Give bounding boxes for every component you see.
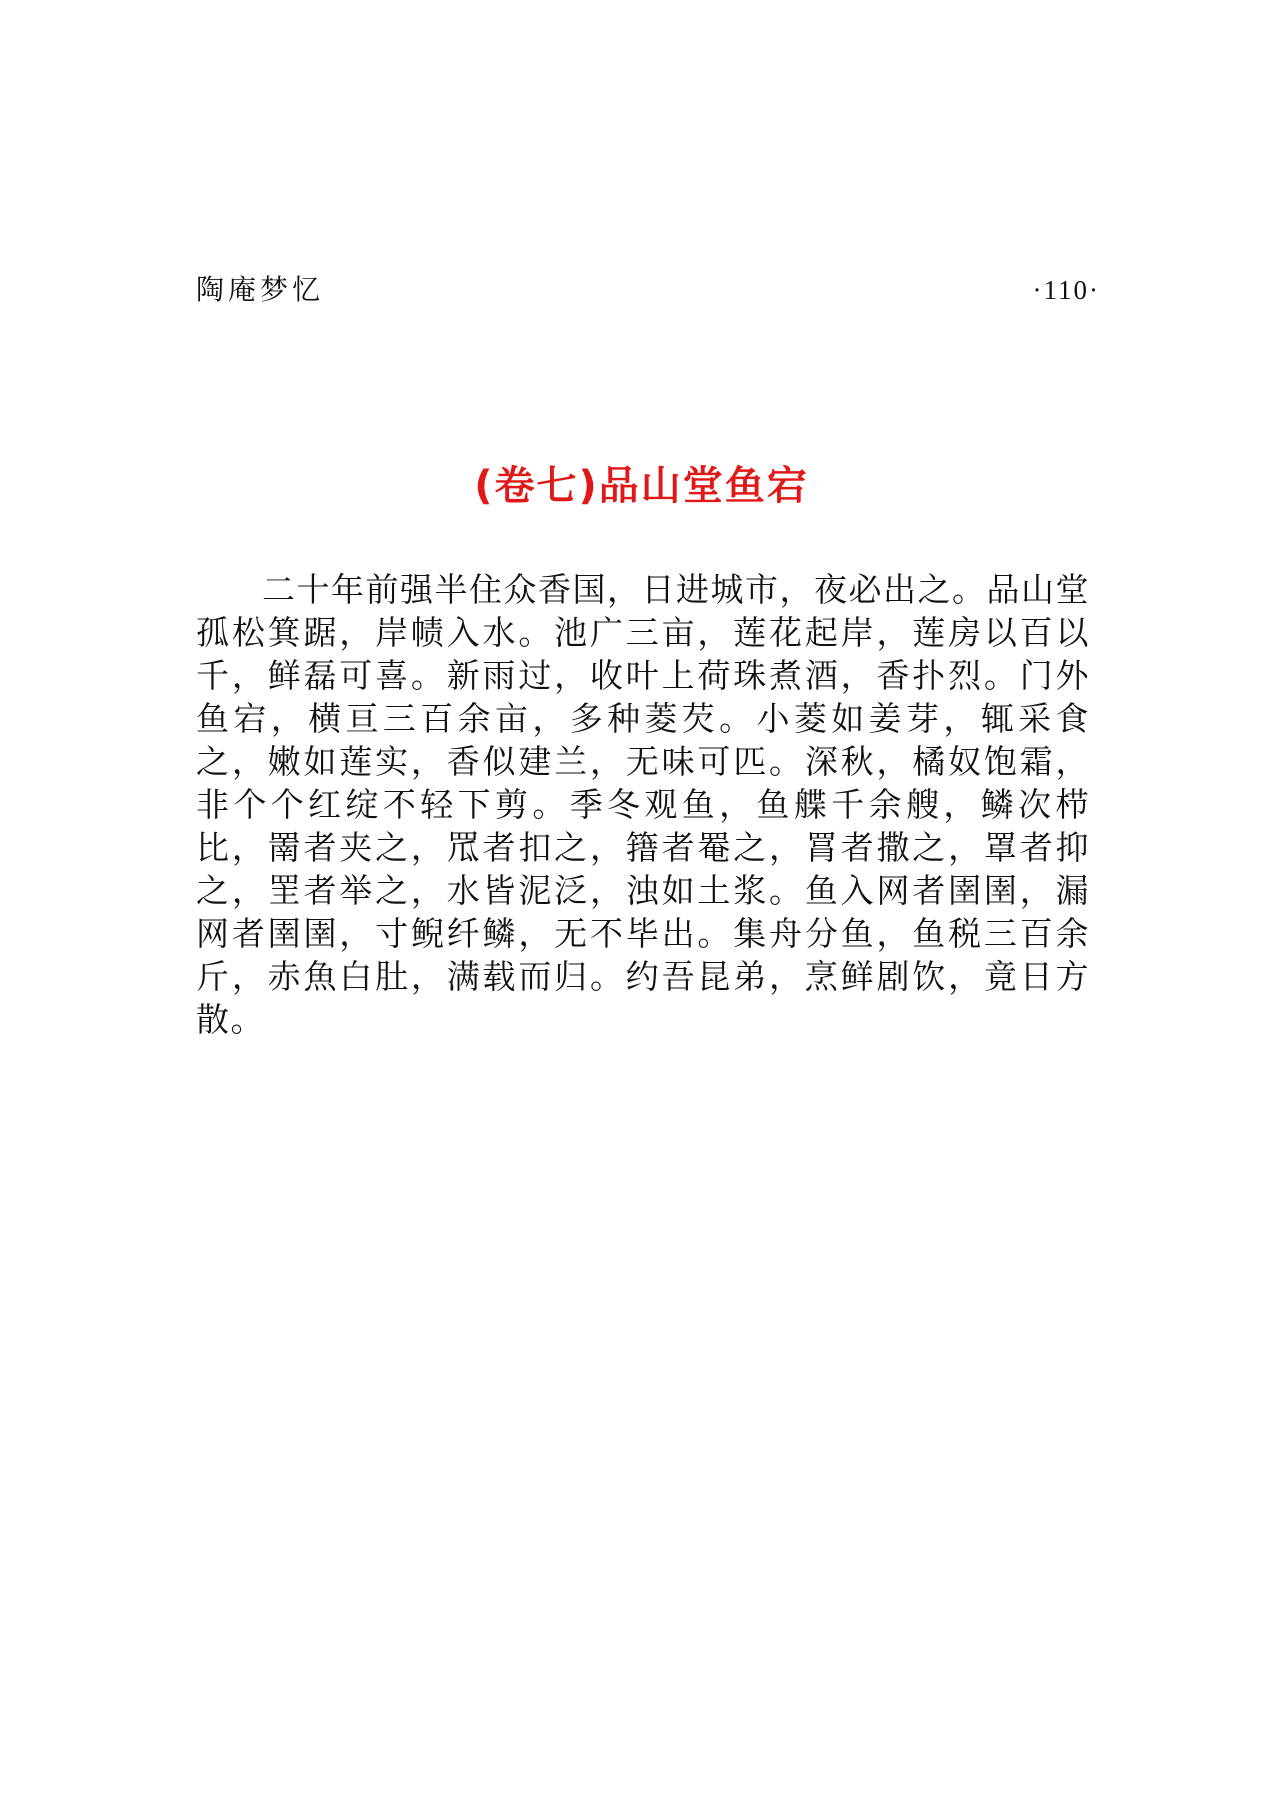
chapter-title: (卷七)品山堂鱼宕 [474, 463, 809, 509]
body-paragraph: 二十年前强半住众香国，日进城市，夜必出之。品山堂孤松箕踞，岸帻入水。池广三亩，莲花起岸，莲房以百以千，鲜磊可喜。新雨过，收叶上荷珠煮酒，香扑烈。门外鱼宕，横亘三百余亩，多种菱芡。小菱如姜芽，辄采食之，嫩如莲实，香似建兰，无味可匹。深秋，橘奴饱霜，非个个红绽不轻下剪。季冬观鱼，鱼艓千余艘，鳞次栉比，罱者夹之，罛者扣之，簎者罨之，罥者撒之，罩者抑之，罜者举之，水皆泥泛，浊如土浆。鱼入网者圉圉，漏网者圉圉，寸鲵纤鳞，无不毕出。集舟分鱼，鱼税三百余斤，赤魚白肚，满载而归。约吾昆弟，烹鲜剧饮，竟日方散。 [196, 570, 1090, 1039]
running-header [196, 270, 1100, 310]
book-title: 陶庵梦忆 [196, 273, 325, 306]
page-number: ·110· [1032, 275, 1100, 305]
